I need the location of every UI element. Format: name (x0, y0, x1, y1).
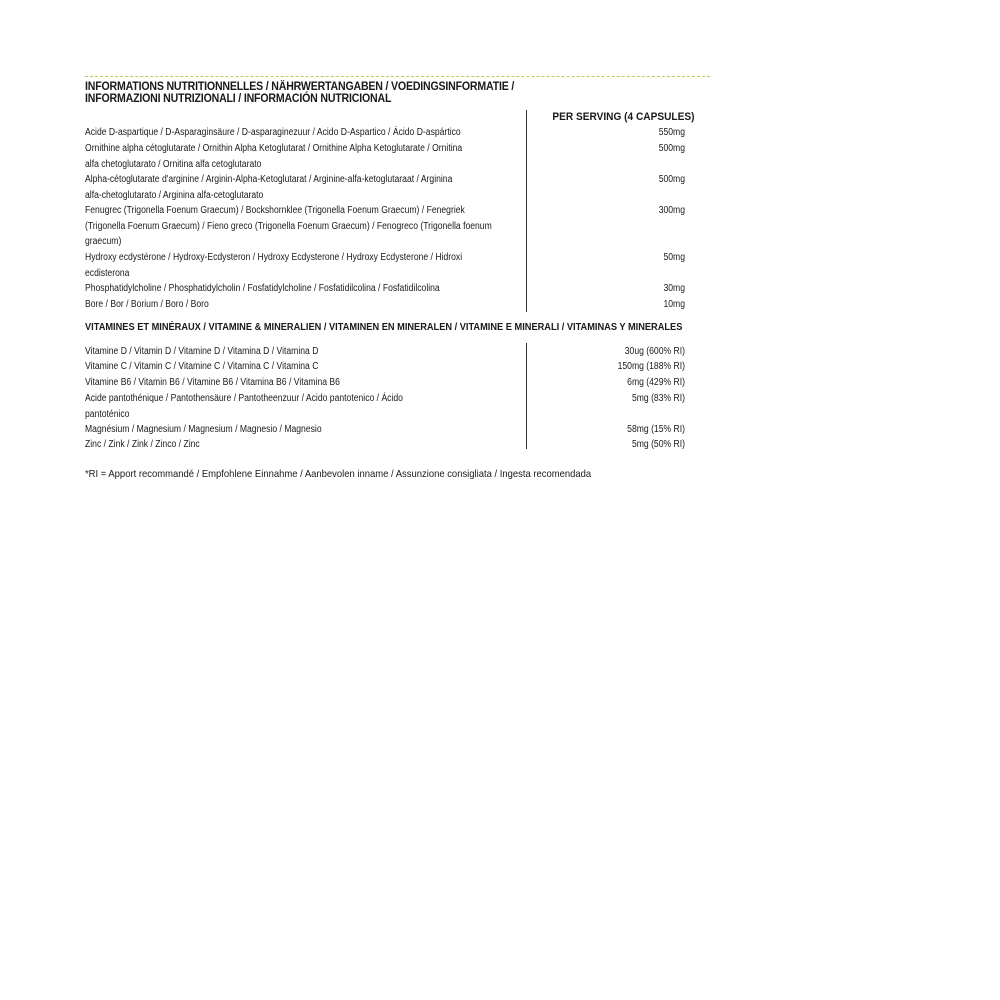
nutrient-amount: 5mg (50% RI) (631, 439, 685, 450)
nutrient-name-line: Magnésium / Magnesium / Magnesium / Magnesio / Magnesio (85, 424, 322, 435)
nutrient-name-line: alfa-chetoglutarato / Arginina alfa-cetoglutarato (85, 189, 264, 201)
nutrient-amount: 30ug (600% RI) (624, 346, 685, 357)
dashed-divider (85, 76, 710, 77)
nutrient-amount: 300mg (658, 205, 685, 216)
nutrition-title (85, 81, 563, 105)
nutrient-amount: 6mg (429% RI) (627, 377, 685, 388)
nutrient-name-line: (Trigonella Foenum Graecum) / Fieno greco (Trigonella Foenum Graecum) / Fenogreco (Trigonella foenum (85, 220, 492, 232)
nutrient-name (85, 141, 517, 172)
nutrient-amount: 30mg (663, 283, 685, 294)
nutrient-name-line: alfa chetoglutarato / Ornitina alfa cetoglutarato (85, 158, 262, 170)
nutrient-name-line: Phosphatidylcholine / Phosphatidylcholin / Fosfatidylcholine / Fosfatidilcolina / Fosfatidilcolina (85, 283, 440, 294)
nutrient-name (85, 391, 517, 422)
nutrient-name-line: Vitamine B6 / Vitamin B6 / Vitamine B6 / Vitamina B6 / Vitamina B6 (85, 377, 340, 388)
nutrient-amount: 150mg (188% RI) (617, 361, 685, 372)
serving-header: PER SERVING (4 CAPSULES) (552, 111, 695, 123)
nutrient-name-line: ecdisterona (85, 267, 130, 279)
nutrient-name (85, 250, 517, 281)
nutrient-name-line: pantoténico (85, 408, 130, 420)
nutrient-name-line: Bore / Bor / Borium / Boro / Boro (85, 299, 209, 310)
nutrient-name (85, 375, 517, 391)
nutrient-name (85, 422, 517, 438)
column-divider (526, 110, 527, 312)
nutrient-name (85, 437, 517, 453)
nutrient-name (85, 359, 517, 375)
nutrient-name-line: Vitamine C / Vitamin C / Vitamine C / Vitamina C / Vitamina C (85, 361, 319, 372)
section-title-vitamins: VITAMINES ET MINÉRAUX / VITAMINE & MINERALIEN / VITAMINEN EN MINERALEN / VITAMINE E MINERALI / VITAMINAS Y MINERALES (85, 321, 683, 333)
nutrient-name-line: Zinc / Zink / Zink / Zinco / Zinc (85, 439, 200, 450)
title-line: INFORMATIONS NUTRITIONNELLES / NÄHRWERTANGABEN / VOEDINGSINFORMATIE / (85, 81, 515, 93)
column-divider (526, 343, 527, 449)
footnote: *RI = Apport recommandé / Empfohlene Einnahme / Aanbevolen inname / Assunzione consigliata / Ingesta recomendada (85, 468, 592, 480)
nutrient-name (85, 281, 517, 297)
nutrient-name (85, 203, 517, 250)
nutrient-amount: 5mg (83% RI) (631, 393, 685, 404)
nutrient-name-line: graecum) (85, 236, 122, 247)
nutrient-name-line: Acide pantothénique / Pantothensäure / Pantotheenzuur / Acido pantotenico / Ácido (85, 393, 403, 404)
nutrient-name-line: Hydroxy ecdystérone / Hydroxy-Ecdysteron / Hydroxy Ecdysterone / Hydroxy Ecdysterone / Hidroxi (85, 252, 463, 263)
nutrient-amount: 550mg (658, 127, 685, 138)
nutrient-amount: 10mg (663, 299, 685, 310)
nutrient-amount: 500mg (658, 143, 685, 154)
nutrient-name-line: Vitamine D / Vitamin D / Vitamine D / Vitamina D / Vitamina D (85, 346, 319, 357)
nutrient-name-line: Alpha-cétoglutarate d'arginine / Arginin-Alpha-Ketoglutarat / Arginine-alfa-ketoglutaraat / Arginina (85, 174, 453, 185)
title-line: INFORMAZIONI NUTRIZIONALI / INFORMACIÓN NUTRICIONAL (85, 93, 392, 105)
nutrient-name (85, 125, 517, 141)
nutrient-amount: 58mg (15% RI) (627, 424, 685, 435)
nutrient-name (85, 344, 517, 360)
nutrient-amount: 500mg (658, 174, 685, 185)
nutrient-amount: 50mg (663, 252, 685, 263)
nutrient-name-line: Acide D-aspartique / D-Asparaginsäure / D-asparaginezuur / Acido D-Aspartico / Ácido D-aspártico (85, 127, 461, 138)
nutrient-name (85, 297, 517, 313)
nutrient-name-line: Fenugrec (Trigonella Foenum Graecum) / Bockshornklee (Trigonella Foenum Graecum) / Fenegriek (85, 205, 465, 216)
nutrient-name-line: Ornithine alpha cétoglutarate / Ornithin Alpha Ketoglutarat / Ornithine Alpha Ketoglutarate / Ornitina (85, 143, 463, 154)
nutrient-name (85, 172, 517, 203)
